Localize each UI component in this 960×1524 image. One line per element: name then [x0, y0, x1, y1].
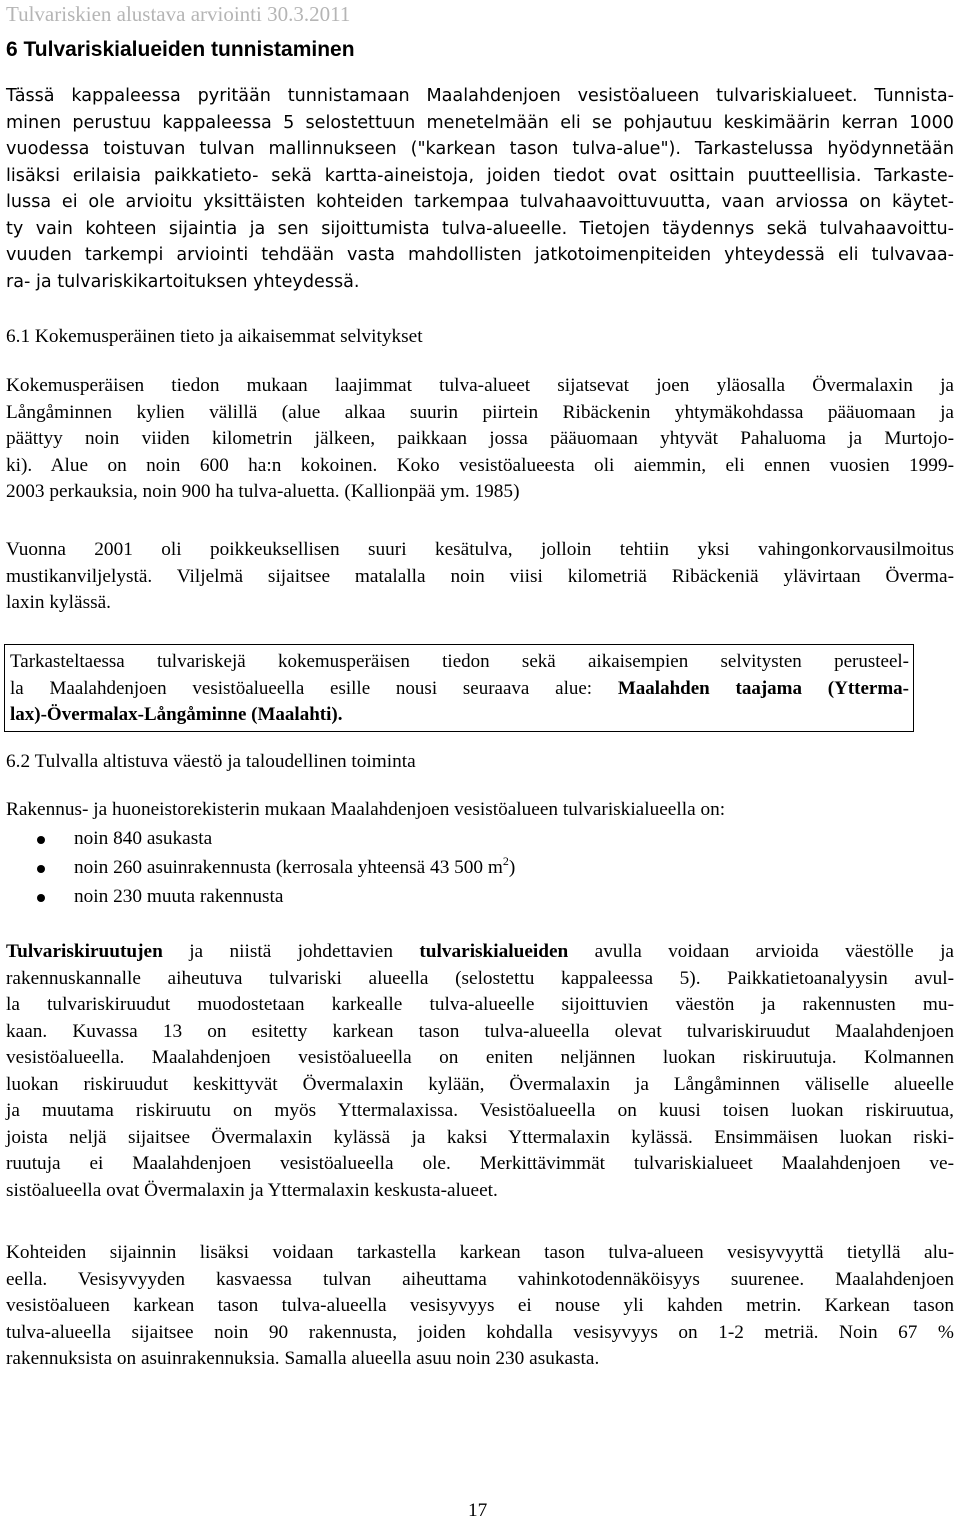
text-line: Vuonna 2001 oli poikkeuksellisen suuri kesätulva, jolloin tehtiin yksi vahingonkorvausilmoitus	[6, 539, 954, 560]
bullet-icon	[37, 836, 45, 844]
summer-flood-paragraph	[6, 537, 954, 617]
text-line: tulva-alueella sijaitsee noin 90 rakennusta, joiden kohdalla vesisyvyys on 1-2 metriä. Noin 67 %	[6, 1321, 954, 1343]
list-item	[0, 828, 700, 857]
box-text: la Maalahdenjoen vesistöalueella esille nousi seuraava alue:	[10, 677, 618, 699]
text-line: Tässä kappaleessa pyritään tunnistamaan Maalahdenjoen vesistöalueen tulvariskialueet. Tunnista-	[6, 86, 954, 106]
section-6-1-heading: 6.1 Kokemusperäinen tieto ja aikaisemmat selvitykset	[6, 326, 423, 347]
bullet-list	[0, 828, 700, 915]
experience-paragraph	[6, 373, 954, 506]
running-header: Tulvariskien alustava arviointi 30.3.2011	[6, 2, 351, 26]
text-line: vuodessa toistuvan tulvan mallinnukseen ("karkean tason tulva-alue"). Tarkastelussa hyödynnetään	[6, 139, 954, 159]
text-line: la tulvariskiruudut muodostetaan karkealle tulva-alueelle sijoittuvien väestön ja rakennusten mu-	[6, 994, 954, 1015]
text-line: rakennuksista on asuinrakennuksia. Samalla alueella asuu noin 230 asukasta.	[6, 1348, 600, 1369]
text-line: 2003 perkauksia, noin 900 ha tulva-aluetta. (Kallionpää ym. 1985)	[6, 481, 520, 502]
list-item-tail: )	[508, 857, 516, 878]
risk-grid-paragraph	[6, 939, 954, 1204]
text-line: joista neljä sijaitsee Övermalaxin kylässä ja kaksi Yttermalaxin kylässä. Ensimmäisen luokan riski-	[6, 1126, 954, 1148]
list-item-text: noin 840 asukasta	[74, 828, 213, 849]
text-line: sistöalueella ovat Övermalaxin ja Yttermalaxin keskusta-alueet.	[6, 1179, 498, 1201]
list-item-text	[74, 854, 516, 879]
text-line: vuuden tarkempi arviointi tehdään vasta mahdollisten jatkotoimenpiteiden yhteydessä eli tulvavaa-	[6, 245, 954, 265]
page-number: 17	[468, 1500, 488, 1521]
intro-paragraph	[6, 83, 954, 295]
text-line: laxin kylässä.	[6, 592, 111, 613]
list-item	[0, 854, 700, 886]
text-line: Kohteiden sijainnin lisäksi voidaan tarkastella karkean tason tulva-alueen vesisyvyyttä tietyllä alu-	[6, 1242, 954, 1263]
text-line: vesistöalueen karkean tason tulva-alueella vesisyvyys ei nouse yli kahden metrin. Karkean tason	[6, 1295, 954, 1316]
text-line	[6, 939, 954, 966]
text-line: lisäksi erilaisia paikkatieto- sekä kartta-aineistoja, joiden tiedot ovat osittain puutteellisia. Tarkaste-	[6, 165, 954, 186]
chapter-title: 6 Tulvariskialueiden tunnistaminen	[6, 38, 355, 61]
text-line: päättyy noin viiden kilometrin jälkeen, paikkaan jossa pääuomaan yhtyvät Pahaluoma ja Murtojo-	[6, 428, 954, 449]
list-item-main: noin 260 asuinrakennusta (kerrosala yhteensä 43 500 m	[74, 857, 503, 878]
text-line: luokan riskiruudut keskittyvät Övermalaxin kylään, Övermalaxin ja Långåminnen väliselle alueelle	[6, 1073, 954, 1095]
text-line: Kokemusperäisen tiedon mukaan laajimmat tulva-alueet sijatsevat joen yläosalla Övermalaxin ja	[6, 375, 954, 396]
inline-text: avulla voidaan arvioida väestölle ja	[568, 941, 954, 962]
text-line: eella. Vesisyvyyden kasvaessa tulvan aiheuttama vahinkotodennäköisyys suurenee. Maalahdenjoen	[6, 1268, 954, 1290]
text-line: minen perustuu kappaleessa 5 selostettuun menetelmään eli se pohjautuu keskimäärin kerran 1000	[6, 112, 954, 133]
text-line: ruutuja ei Maalahdenjoen vesistöalueella ole. Merkittävimmät tulvariskialueet Maalahdenjoen ve-	[6, 1153, 954, 1174]
superscript: 2	[502, 854, 509, 868]
bold-term: tulvariskialueiden	[419, 941, 569, 962]
text-line: ki). Alue on noin 600 ha:n kokoinen. Koko vesistöalueesta oli aiemmin, eli ennen vuosien 1999-	[6, 454, 954, 476]
text-line: ra- ja tulvariskikartoituksen yhteydessä.	[6, 271, 360, 292]
text-line: lussa ei ole arvioitu yksittäisten kohteiden tarkempaa tulvahaavoittuvuutta, vaan arviossa on käytet-	[6, 192, 954, 212]
bullet-icon	[37, 865, 45, 873]
text-line: rakennuskannalle aiheutuva tulvariski alueella (selostettu kappaleessa 5). Paikkatietoanalyysin avul-	[6, 967, 954, 989]
box-line	[10, 676, 909, 703]
text-line: kaan. Kuvassa 13 on esitetty karkean tason tulva-alueella olevat tulvariskiruudut Maalahdenjoen	[6, 1020, 954, 1042]
text-line: vesistöalueella. Maalahdenjoen vesistöalueella on eniten neljännen luokan riskiruutuja. Kolmannen	[6, 1047, 954, 1068]
text-line: ty vain kohteen sijaintia ja sen sijoittumista tulva-alueelle. Tietojen täydennys sekä tulvahaavoittu-	[6, 218, 954, 239]
bold-term: Tulvariskiruutujen	[6, 941, 163, 962]
section-6-2-heading: 6.2 Tulvalla altistuva väestö ja taloudellinen toiminta	[6, 751, 416, 772]
risk-area-box	[4, 644, 914, 732]
bullet-icon	[37, 894, 45, 902]
text-line: mustikanviljelystä. Viljelmä sijaitsee matalalla noin viisi kilometriä Ribäckeniä ylävirtaan Överma-	[6, 565, 954, 587]
text-line: Långåminnen kylien välillä (alue alkaa suurin piirtein Ribäckenin yhtymäkohdassa pääuomaan ja	[6, 401, 954, 423]
risk-area-name-cont: lax)-Övermalax-Långåminne (Maalahti).	[10, 704, 343, 725]
box-line	[10, 702, 909, 729]
list-item	[0, 886, 700, 915]
risk-area-name: Maalahden taajama (Yttermа-	[617, 677, 909, 699]
water-depth-paragraph	[6, 1240, 954, 1373]
register-lead: Rakennus- ja huoneistorekisterin mukaan Maalahdenjoen vesistöalueen tulvariskialueella on:	[6, 799, 726, 820]
box-line: Tarkasteltaessa tulvariskejä kokemusperäisen tiedon sekä aikaisempien selvitysten perusteel-	[10, 651, 909, 672]
inline-text: ja niistä johdettavien	[162, 941, 420, 962]
text-line: ja muutama riskiruutu on myös Yttermalaxissa. Vesistöalueella on kuusi toisen luokan riskiruutua,	[6, 1100, 954, 1121]
list-item-text: noin 230 muuta rakennusta	[74, 886, 284, 907]
